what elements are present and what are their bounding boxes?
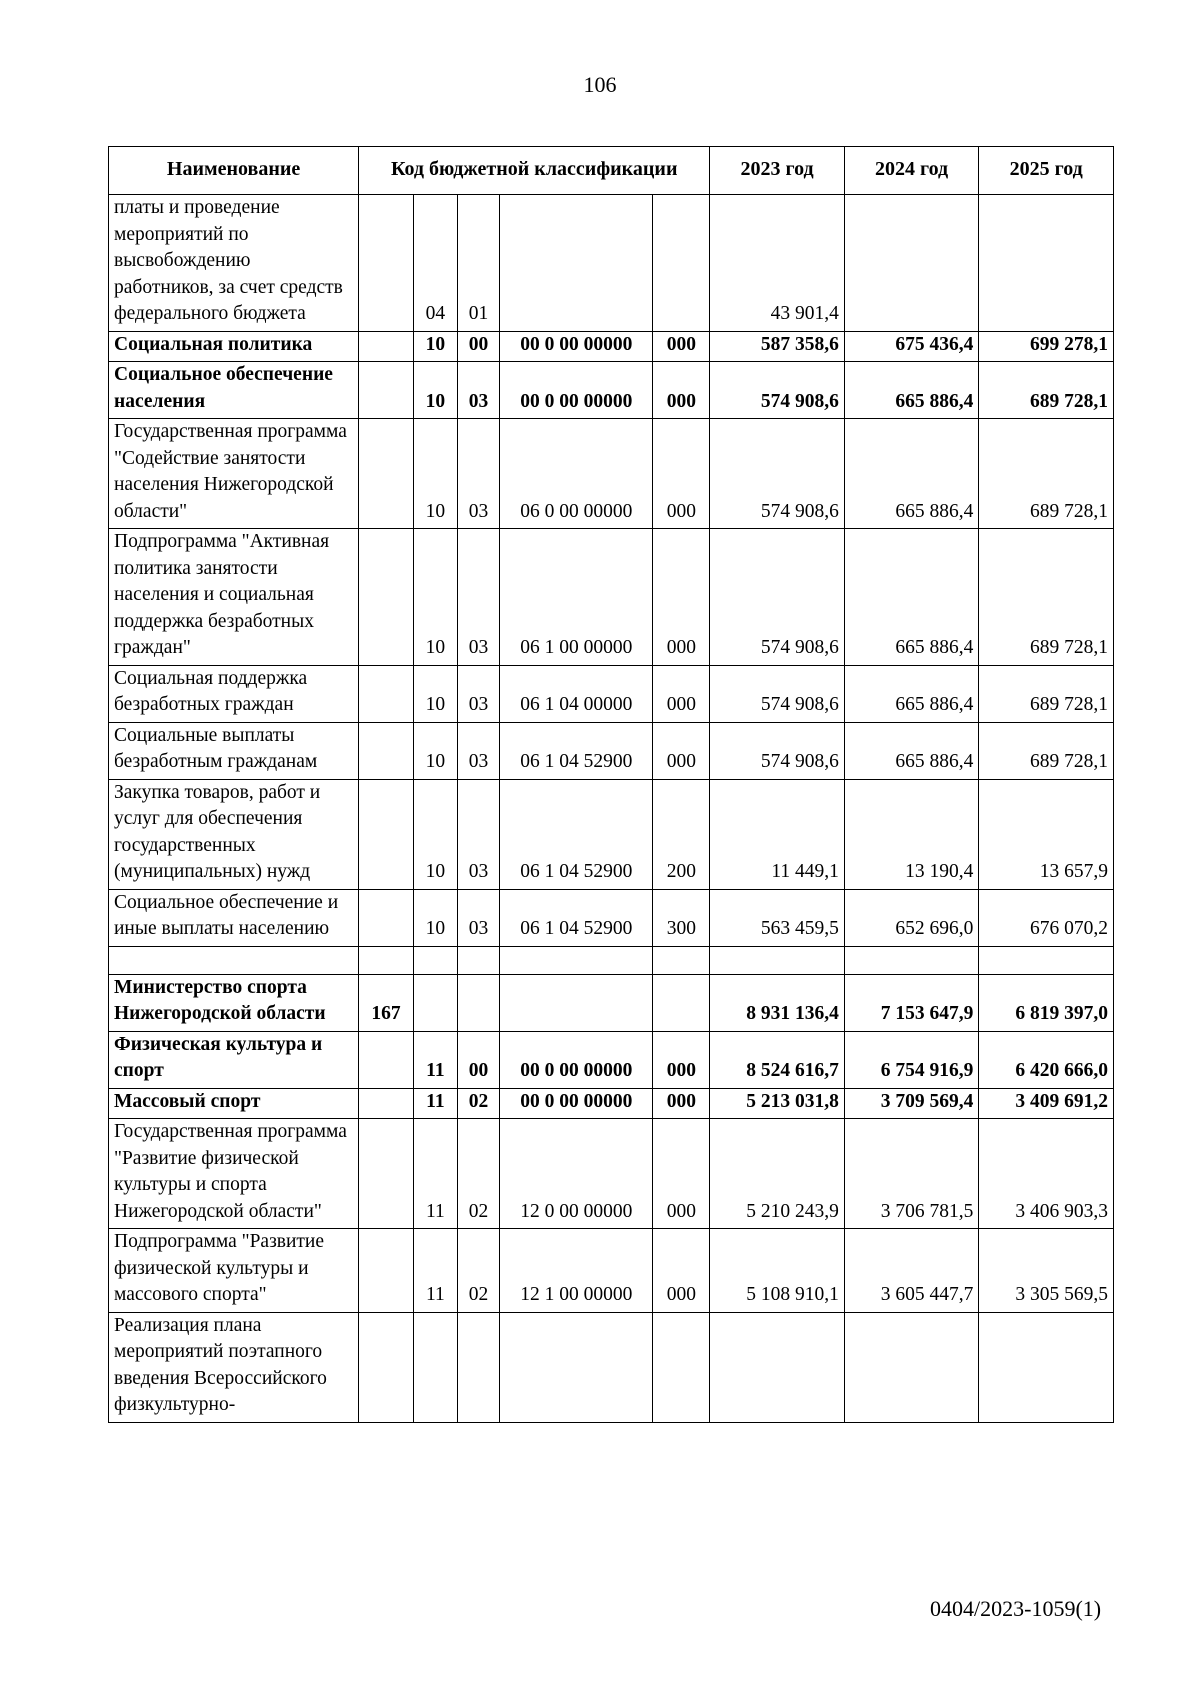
cell-expense-type: 200 <box>653 779 710 889</box>
cell-2025: 3 305 569,5 <box>979 1229 1114 1313</box>
cell-subsection: 02 <box>457 1088 499 1119</box>
cell-name: Министерство спорта Нижегородской области <box>109 974 359 1031</box>
cell-2023 <box>710 946 845 974</box>
header-2024: 2024 год <box>844 147 979 195</box>
cell-subsection <box>457 974 499 1031</box>
cell-2025 <box>979 1312 1114 1422</box>
cell-target-article: 00 0 00 00000 <box>500 331 653 362</box>
cell-name: Закупка товаров, работ и услуг для обеспечения государственных (муниципальных) нужд <box>109 779 359 889</box>
cell-2025: 3 406 903,3 <box>979 1119 1114 1229</box>
table-body <box>109 195 1114 1423</box>
cell-subsection: 02 <box>457 1229 499 1313</box>
cell-target-article: 06 1 04 52900 <box>500 779 653 889</box>
cell-2023: 43 901,4 <box>710 195 845 332</box>
cell-2023: 563 459,5 <box>710 889 845 946</box>
cell-subsection: 01 <box>457 195 499 332</box>
cell-ved <box>359 1088 414 1119</box>
cell-2024: 675 436,4 <box>844 331 979 362</box>
spacer-row <box>109 946 1114 974</box>
cell-ved: 167 <box>359 974 414 1031</box>
cell-2025: 699 278,1 <box>979 331 1114 362</box>
cell-expense-type: 000 <box>653 665 710 722</box>
cell-section: 10 <box>413 331 457 362</box>
cell-subsection: 03 <box>457 889 499 946</box>
cell-ved <box>359 889 414 946</box>
cell-2024: 6 754 916,9 <box>844 1031 979 1088</box>
budget-table <box>108 146 1114 1423</box>
cell-2025: 6 420 666,0 <box>979 1031 1114 1088</box>
table-row <box>109 889 1114 946</box>
cell-subsection: 02 <box>457 1119 499 1229</box>
cell-name: Подпрограмма "Активная политика занятости населения и социальная поддержка безработных граждан" <box>109 529 359 666</box>
cell-subsection: 03 <box>457 665 499 722</box>
cell-ved <box>359 1031 414 1088</box>
cell-2024 <box>844 195 979 332</box>
cell-2025: 689 728,1 <box>979 419 1114 529</box>
cell-expense-type: 000 <box>653 362 710 419</box>
cell-target-article: 06 1 04 52900 <box>500 889 653 946</box>
cell-2025 <box>979 195 1114 332</box>
cell-2023: 574 908,6 <box>710 665 845 722</box>
cell-2024: 665 886,4 <box>844 665 979 722</box>
cell-2024: 7 153 647,9 <box>844 974 979 1031</box>
cell-section: 11 <box>413 1229 457 1313</box>
cell-2024: 3 605 447,7 <box>844 1229 979 1313</box>
cell-expense-type <box>653 974 710 1031</box>
table-row <box>109 1312 1114 1422</box>
cell-expense-type: 000 <box>653 419 710 529</box>
cell-ved <box>359 1119 414 1229</box>
cell-ved <box>359 1312 414 1422</box>
cell-target-article: 00 0 00 00000 <box>500 362 653 419</box>
cell-name: Социальные выплаты безработным гражданам <box>109 722 359 779</box>
cell-target-article <box>500 974 653 1031</box>
cell-2024: 3 706 781,5 <box>844 1119 979 1229</box>
cell-section: 10 <box>413 362 457 419</box>
cell-2024 <box>844 1312 979 1422</box>
cell-section: 10 <box>413 779 457 889</box>
cell-subsection: 03 <box>457 722 499 779</box>
table-row <box>109 722 1114 779</box>
cell-2025 <box>979 946 1114 974</box>
table-row <box>109 331 1114 362</box>
table-row <box>109 195 1114 332</box>
cell-name: Реализация плана мероприятий поэтапного введения Всероссийского физкультурно- <box>109 1312 359 1422</box>
cell-2023: 574 908,6 <box>710 362 845 419</box>
cell-section: 10 <box>413 419 457 529</box>
cell-2023: 11 449,1 <box>710 779 845 889</box>
table-row <box>109 419 1114 529</box>
cell-expense-type: 000 <box>653 331 710 362</box>
cell-name: Государственная программа "Развитие физической культуры и спорта Нижегородской области" <box>109 1119 359 1229</box>
cell-2024: 665 886,4 <box>844 362 979 419</box>
cell-target-article: 06 1 04 52900 <box>500 722 653 779</box>
cell-name: Социальная политика <box>109 331 359 362</box>
cell-target-article: 12 0 00 00000 <box>500 1119 653 1229</box>
cell-2023: 8 524 616,7 <box>710 1031 845 1088</box>
cell-ved <box>359 722 414 779</box>
cell-ved <box>359 779 414 889</box>
table-row <box>109 1031 1114 1088</box>
cell-section: 11 <box>413 1119 457 1229</box>
cell-subsection: 00 <box>457 331 499 362</box>
cell-ved <box>359 195 414 332</box>
table-row <box>109 665 1114 722</box>
header-2023: 2023 год <box>710 147 845 195</box>
cell-expense-type <box>653 195 710 332</box>
cell-ved <box>359 1229 414 1313</box>
cell-2023: 5 210 243,9 <box>710 1119 845 1229</box>
cell-2023: 5 213 031,8 <box>710 1088 845 1119</box>
cell-name: Массовый спорт <box>109 1088 359 1119</box>
cell-2024: 652 696,0 <box>844 889 979 946</box>
cell-target-article: 06 1 00 00000 <box>500 529 653 666</box>
cell-subsection: 03 <box>457 419 499 529</box>
cell-2025: 6 819 397,0 <box>979 974 1114 1031</box>
table-row <box>109 1229 1114 1313</box>
table-row <box>109 362 1114 419</box>
cell-2023: 5 108 910,1 <box>710 1229 845 1313</box>
cell-subsection: 03 <box>457 529 499 666</box>
cell-section: 11 <box>413 1031 457 1088</box>
document-code: 0404/2023-1059(1) <box>930 1596 1102 1621</box>
cell-name: Социальное обеспечение населения <box>109 362 359 419</box>
cell-2024 <box>844 946 979 974</box>
cell-section <box>413 1312 457 1422</box>
cell-2025: 3 409 691,2 <box>979 1088 1114 1119</box>
cell-expense-type: 000 <box>653 722 710 779</box>
cell-section: 10 <box>413 665 457 722</box>
cell-section: 11 <box>413 1088 457 1119</box>
cell-section: 04 <box>413 195 457 332</box>
table-row <box>109 974 1114 1031</box>
cell-name: Социальная поддержка безработных граждан <box>109 665 359 722</box>
header-name: Наименование <box>109 147 359 195</box>
cell-target-article <box>500 1312 653 1422</box>
cell-2024: 3 709 569,4 <box>844 1088 979 1119</box>
cell-section: 10 <box>413 722 457 779</box>
cell-section: 10 <box>413 889 457 946</box>
cell-expense-type: 000 <box>653 1229 710 1313</box>
cell-2024: 665 886,4 <box>844 419 979 529</box>
cell-target-article: 00 0 00 00000 <box>500 1088 653 1119</box>
table-row <box>109 1119 1114 1229</box>
cell-subsection <box>457 1312 499 1422</box>
cell-2025: 676 070,2 <box>979 889 1114 946</box>
cell-subsection: 03 <box>457 362 499 419</box>
cell-subsection: 03 <box>457 779 499 889</box>
cell-target-article: 06 1 04 00000 <box>500 665 653 722</box>
cell-2023: 587 358,6 <box>710 331 845 362</box>
cell-name: Физическая культура и спорт <box>109 1031 359 1088</box>
cell-ved <box>359 419 414 529</box>
cell-target-article: 00 0 00 00000 <box>500 1031 653 1088</box>
cell-2024: 665 886,4 <box>844 529 979 666</box>
cell-name: Подпрограмма "Развитие физической культуры и массового спорта" <box>109 1229 359 1313</box>
cell-2025: 689 728,1 <box>979 722 1114 779</box>
cell-section <box>413 974 457 1031</box>
cell-2025: 13 657,9 <box>979 779 1114 889</box>
cell-expense-type: 000 <box>653 1088 710 1119</box>
cell-name: Государственная программа "Содействие занятости населения Нижегородской области" <box>109 419 359 529</box>
cell-ved <box>359 946 414 974</box>
cell-name: платы и проведение мероприятий по высвобождению работников, за счет средств федерального бюджета <box>109 195 359 332</box>
cell-target-article: 12 1 00 00000 <box>500 1229 653 1313</box>
cell-2023: 574 908,6 <box>710 419 845 529</box>
cell-2024: 13 190,4 <box>844 779 979 889</box>
cell-target-article <box>500 946 653 974</box>
cell-subsection: 00 <box>457 1031 499 1088</box>
cell-ved <box>359 362 414 419</box>
cell-expense-type: 000 <box>653 529 710 666</box>
cell-name <box>109 946 359 974</box>
table-row <box>109 779 1114 889</box>
cell-target-article: 06 0 00 00000 <box>500 419 653 529</box>
cell-expense-type: 000 <box>653 1119 710 1229</box>
cell-expense-type <box>653 1312 710 1422</box>
cell-2025: 689 728,1 <box>979 665 1114 722</box>
cell-expense-type <box>653 946 710 974</box>
cell-2025: 689 728,1 <box>979 362 1114 419</box>
cell-section <box>413 946 457 974</box>
cell-name: Социальное обеспечение и иные выплаты населению <box>109 889 359 946</box>
table-row <box>109 1088 1114 1119</box>
cell-expense-type: 300 <box>653 889 710 946</box>
cell-section: 10 <box>413 529 457 666</box>
cell-target-article <box>500 195 653 332</box>
cell-ved <box>359 331 414 362</box>
header-2025: 2025 год <box>979 147 1114 195</box>
cell-expense-type: 000 <box>653 1031 710 1088</box>
cell-2023 <box>710 1312 845 1422</box>
cell-ved <box>359 665 414 722</box>
table-row <box>109 529 1114 666</box>
cell-2024: 665 886,4 <box>844 722 979 779</box>
cell-subsection <box>457 946 499 974</box>
table-header-row <box>109 147 1114 195</box>
cell-2025: 689 728,1 <box>979 529 1114 666</box>
cell-2023: 574 908,6 <box>710 529 845 666</box>
cell-2023: 574 908,6 <box>710 722 845 779</box>
page-number: 106 <box>583 72 617 97</box>
cell-ved <box>359 529 414 666</box>
cell-2023: 8 931 136,4 <box>710 974 845 1031</box>
header-code: Код бюджетной классификации <box>359 147 710 195</box>
